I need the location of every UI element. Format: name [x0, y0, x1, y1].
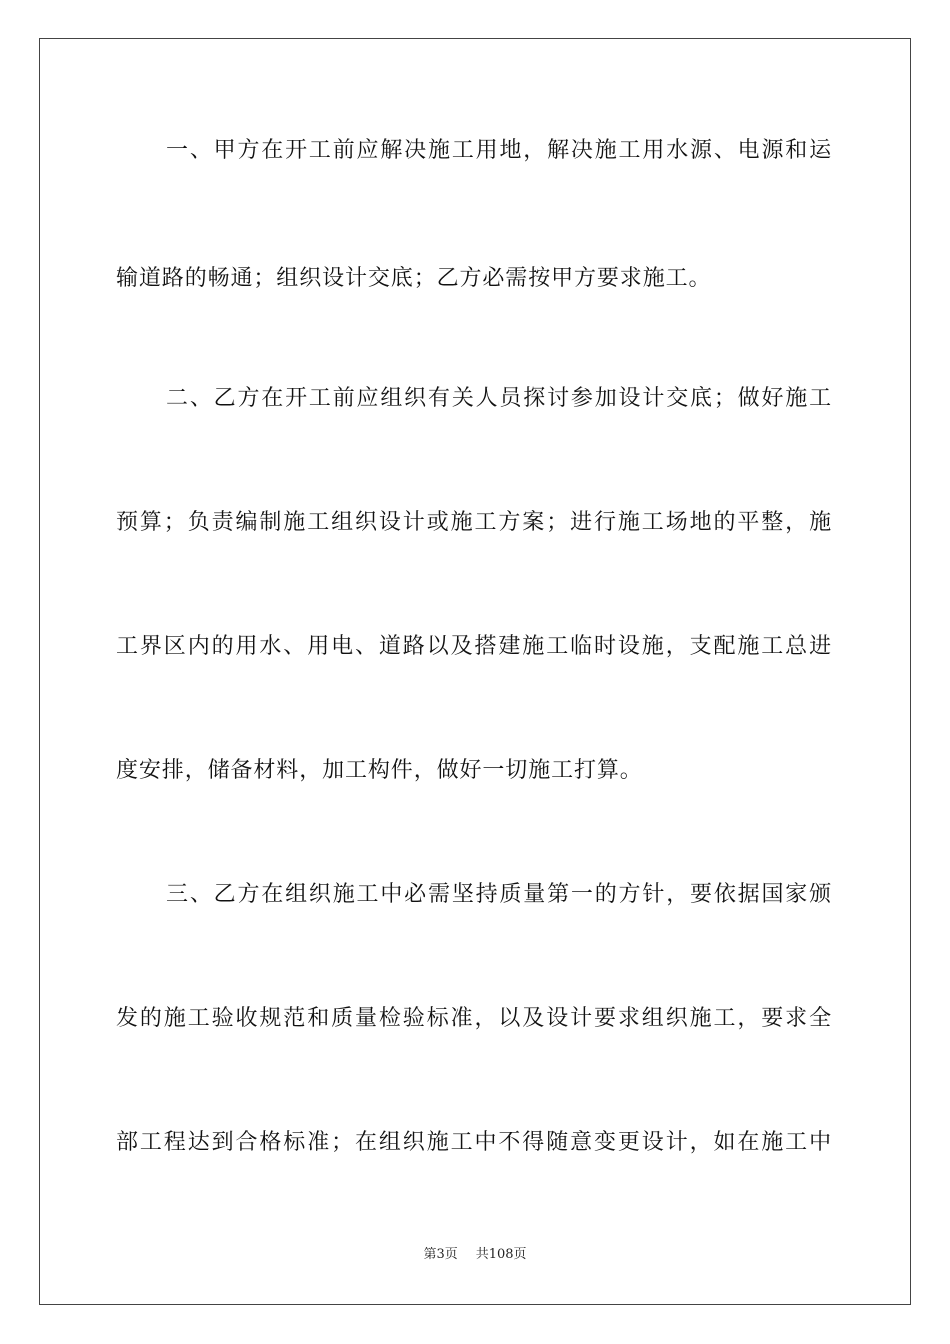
paragraph-2-line-1: 二、乙方在开工前应组织有关人员探讨参加设计交底；做好施工	[166, 386, 832, 411]
paragraph-3-line-3: 部工程达到合格标准；在组织施工中不得随意变更设计，如在施工中	[116, 1130, 832, 1155]
page-border	[39, 38, 911, 1305]
page-footer	[0, 1246, 950, 1264]
paragraph-2-line-3: 工界区内的用水、用电、道路以及搭建施工临时设施，支配施工总进	[116, 634, 832, 659]
page-total: 共108页	[475, 1247, 527, 1262]
paragraph-2-line-2: 预算；负责编制施工组织设计或施工方案；进行施工场地的平整，施	[116, 510, 832, 535]
page-number: 第3页	[423, 1247, 458, 1262]
paragraph-3-line-1: 三、乙方在组织施工中必需坚持质量第一的方针，要依据国家颁	[166, 882, 832, 907]
paragraph-3-line-2: 发的施工验收规范和质量检验标准，以及设计要求组织施工，要求全	[116, 1006, 832, 1031]
paragraph-2-line-4: 度安排，储备材料，加工构件，做好一切施工打算。	[116, 758, 643, 783]
paragraph-1-line-1: 一、甲方在开工前应解决施工用地，解决施工用水源、电源和运	[166, 138, 832, 163]
paragraph-1-line-2: 输道路的畅通；组织设计交底；乙方必需按甲方要求施工。	[116, 266, 712, 291]
